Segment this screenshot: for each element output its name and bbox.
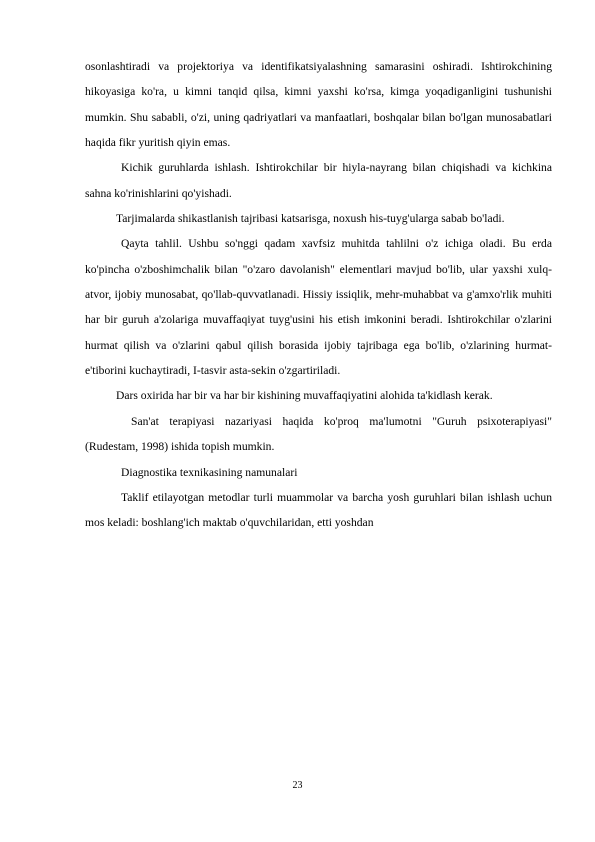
page-number: 23 bbox=[292, 780, 303, 791]
paragraph-translations: Tarjimalarda shikastlanish tajribasi katsarisga, noxush his-tuyg'ularga sabab bo'ladi. bbox=[116, 212, 505, 226]
body-text bbox=[85, 54, 552, 536]
paragraph-small-groups: Kichik guruhlarda ishlash. Ishtirokchilar bir hiyla-nayrang bilan chiqishadi va kichkina sahna ko'rinishlarini qo'yishadi. bbox=[85, 161, 552, 200]
paragraph-reanalysis: Qayta tahlil. Ushbu so'nggi qadam xavfsiz muhitda tahlilni o'z ichiga oladi. Bu erda ko'pincha o'zboshimchalik bilan "o'zaro davolanish" elementlari mavjud bo'lib, ular yaxshi xulq-atvor, ijobiy munosabat, qo'llab-quvvatlanadi. Hissiy issiqlik, mehr-muhabbat va g'amxo'rlik muhiti har bir guruh a'zolariga muvaffaqiyat tuyg'usini his etish imkonini beradi. Ishtirokchilar o'zlarini hurmat qilish va o'zlarini qabul qilish borasida ijobiy tajribaga ega bo'lib, o'zlarining hurmat-e'tiborini kuchaytiradi, I-tasvir asta-sekin o'zgartiriladi. bbox=[85, 237, 552, 378]
paragraph-continuation: osonlashtiradi va projektoriya va identifikatsiyalashning samarasini oshiradi. Ishtirokchining hikoyasiga ko'ra, u kimni tanqid qilsa, kimni yaxshi ko'rsa, kimga yoqadiganligini tushunishi mumkin. Shu sababli, o'zi, uning qadriyatlari va manfaatlari, boshqalar bilan bo'lgan munosabatlari haqida fikr yuritish qiyin emas. bbox=[85, 60, 552, 150]
paragraph-art-therapy: San'at terapiyasi nazariyasi haqida ko'proq ma'lumotni "Guruh psixoterapiyasi" (Rudestam, 1998) ishida topish mumkin. bbox=[85, 414, 552, 454]
paragraph-diagnostics-heading: Diagnostika texnikasining namunalari bbox=[121, 465, 298, 479]
paragraph-proposed-methods: Taklif etilayotgan metodlar turli muammolar va barcha yosh guruhlari bilan ishlash uchun mos keladi: boshlang'ich maktab o'quvchilaridan, etti yoshdan bbox=[85, 490, 552, 530]
paragraph-lesson-end: Dars oxirida har bir va har bir kishining muvaffaqiyatini alohida ta'kidlash kerak. bbox=[116, 389, 493, 403]
